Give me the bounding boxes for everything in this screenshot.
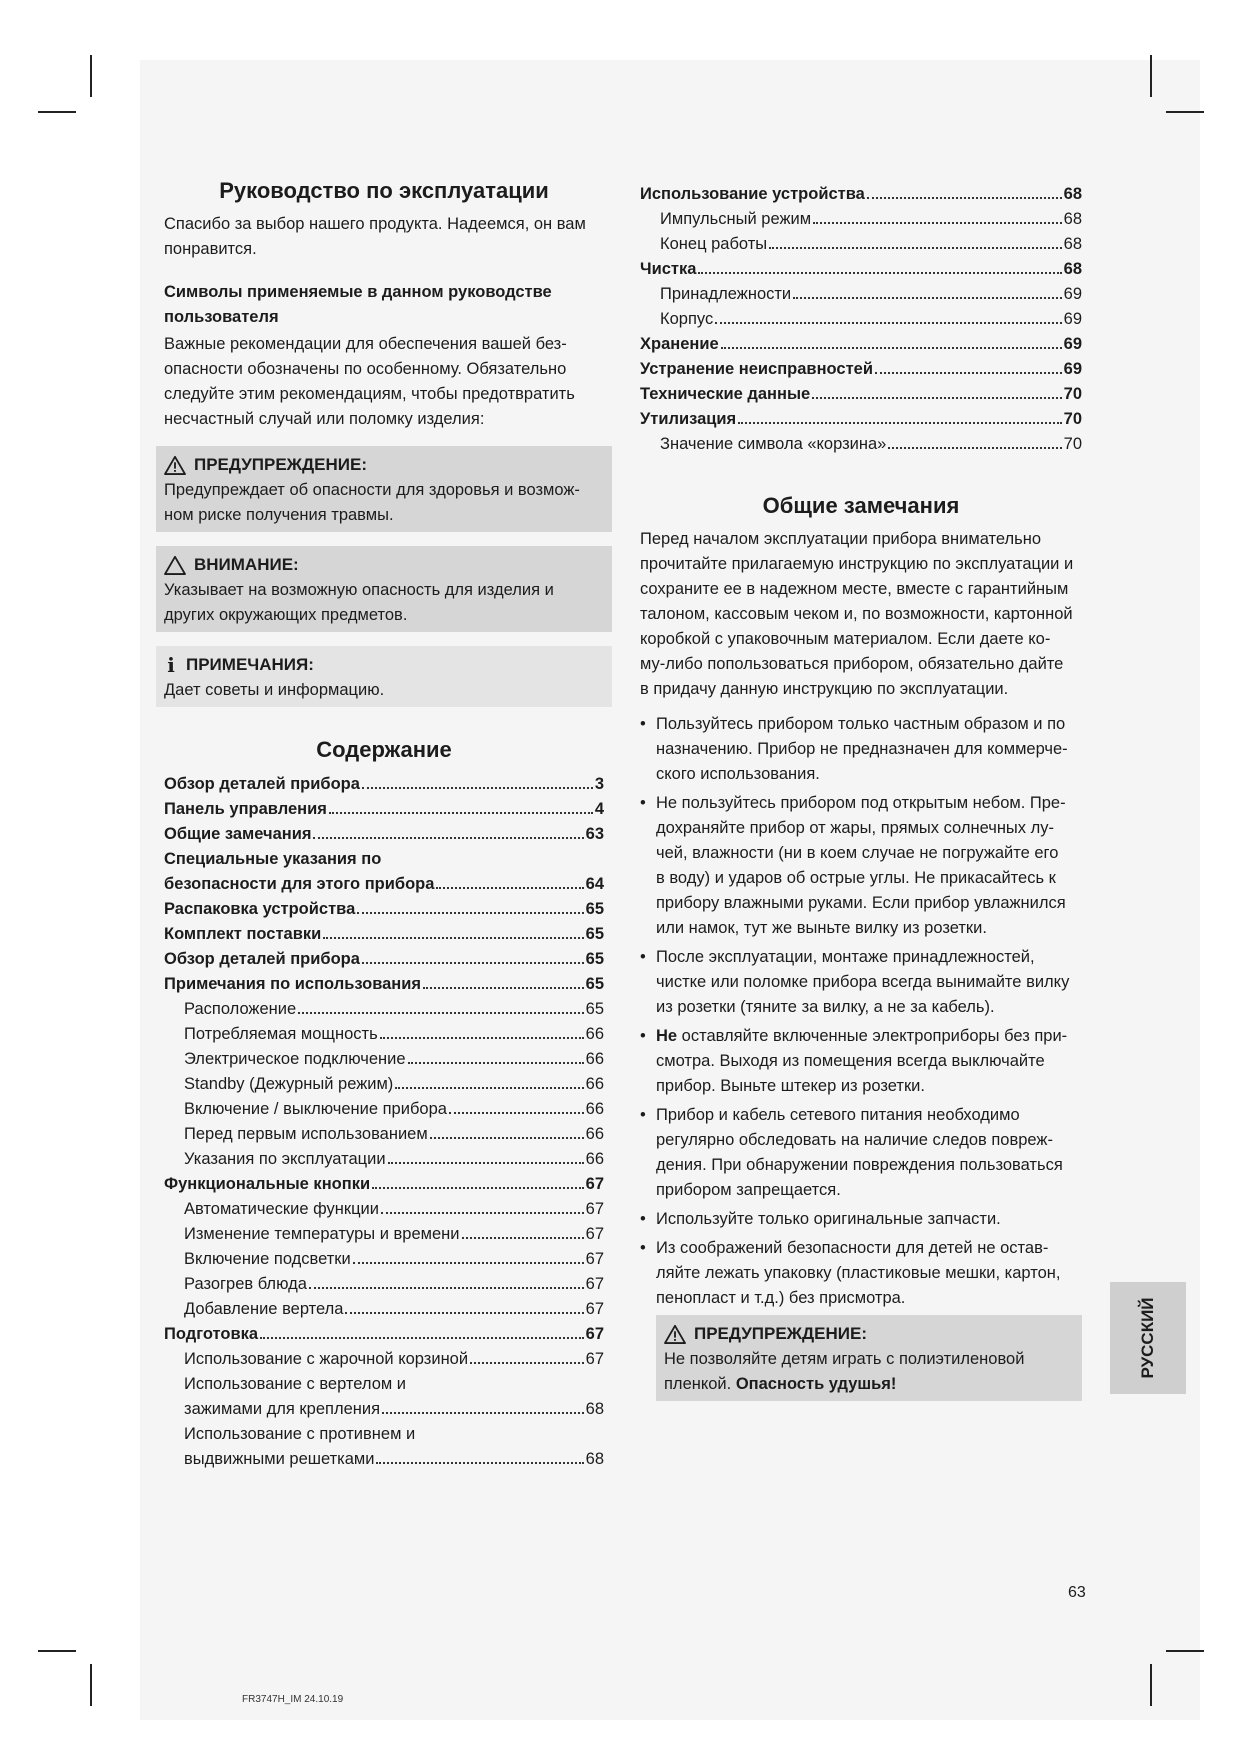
footer-print-code: FR3747H_IM 24.10.19 (242, 1694, 344, 1705)
list-item: • Прибор и кабель сетевого питания необходимо регулярно обследовать на наличие следов повреж- дения. При обнаружении повреждения пользоваться прибором запрещается. (640, 1103, 1082, 1203)
list-item: • Пользуйтесь прибором только частным образом и по назначению. Прибор не предназначен для коммерче- ского использования. (640, 712, 1082, 787)
notes-box-text: Дает советы и информацию. (164, 681, 385, 700)
toc-entry[interactable]: Панель управления 4 (164, 799, 604, 818)
toc-entry[interactable]: Использование устройства 68 (640, 185, 1082, 203)
toc-entry[interactable]: Перед первым использованием 66 (184, 1124, 604, 1143)
toc-entry[interactable]: Значение символа «корзина» 70 (660, 435, 1082, 453)
crop-mark (1166, 111, 1204, 113)
page-number: 63 (1068, 1584, 1086, 1601)
toc-entry[interactable]: Электрическое подключение 66 (184, 1049, 604, 1068)
toc-entry[interactable]: Хранение 69 (640, 335, 1082, 353)
warning-box-title: ПРЕДУПРЕЖДЕНИЕ: (194, 455, 367, 475)
info-icon: i (167, 653, 175, 678)
crop-mark (1150, 55, 1152, 97)
toc-entry[interactable]: Импульсный режим 68 (660, 210, 1082, 228)
crop-mark (90, 1664, 92, 1706)
right-column (640, 178, 1082, 1401)
toc-entry[interactable]: зажимами для крепления 68 (184, 1399, 604, 1418)
table-of-contents (164, 772, 604, 1472)
warning-box (156, 446, 612, 532)
caution-box (156, 546, 612, 632)
toc-entry[interactable]: Standby (Дежурный режим) 66 (184, 1074, 604, 1093)
child-warning-text: Не позволяйте детям играть с полиэтиленовой пленкой. Опасность удушья! (664, 1350, 1025, 1394)
contents-title: Содержание (316, 737, 452, 763)
safety-bullets (640, 712, 1082, 1311)
language-tab-label: РУССКИЙ (1138, 1297, 1157, 1379)
symbols-heading: Символы применяемые в данном руководстве пользователя (164, 283, 552, 327)
toc-entry[interactable]: Корпус 69 (660, 310, 1082, 328)
list-item: • Не оставляйте включенные электроприборы без при- смотра. Выходя из помещения всегда выключайте прибор. Выньте штекер из розетки. (640, 1024, 1082, 1099)
toc-entry[interactable]: Включение подсветки 67 (184, 1249, 604, 1268)
toc-entry[interactable]: Автоматические функции 67 (184, 1199, 604, 1218)
toc-entry[interactable]: Утилизация 70 (640, 410, 1082, 428)
toc-entry[interactable]: Разогрев блюда 67 (184, 1274, 604, 1293)
list-item: • После эксплуатации, монтаже принадлежностей, чистке или поломке прибора всегда вынимайте вилку из розетки (тяните за вилку, а не за кабель). (640, 945, 1082, 1020)
warning-box-text: Предупреждает об опасности для здоровья и возмож- ном риске получения травмы. (164, 481, 580, 525)
general-notes-title: Общие замечания (762, 493, 960, 518)
toc-entry[interactable]: Расположение 65 (184, 999, 604, 1018)
crop-mark (90, 55, 92, 97)
list-item: • Используйте только оригинальные запчасти. (640, 1207, 1082, 1232)
toc-entry[interactable]: Конец работы 68 (660, 235, 1082, 253)
warning-triangle-icon (164, 455, 186, 475)
toc-entry[interactable]: Функциональные кнопки 67 (164, 1174, 604, 1193)
toc-entry[interactable]: безопасности для этого прибора 64 (164, 874, 604, 893)
toc-entry[interactable]: Изменение температуры и времени 67 (184, 1224, 604, 1243)
left-column (164, 178, 604, 1472)
toc-entry[interactable]: Обзор деталей прибора 3 (164, 774, 604, 793)
toc-entry[interactable]: Устранение неисправностей 69 (640, 360, 1082, 378)
toc-entry[interactable]: Добавление вертела 67 (184, 1299, 604, 1318)
warning-triangle-icon (664, 1324, 686, 1344)
toc-entry[interactable]: Включение / выключение прибора 66 (184, 1099, 604, 1118)
toc-entry[interactable]: Принадлежности 69 (660, 285, 1082, 303)
toc-entry[interactable]: Специальные указания по (164, 849, 382, 868)
toc-entry[interactable]: Чистка 68 (640, 260, 1082, 278)
caution-box-title: ВНИМАНИЕ: (194, 555, 299, 575)
toc-entry[interactable]: Комплект поставки 65 (164, 924, 604, 943)
toc-entry[interactable]: Подготовка 67 (164, 1324, 604, 1343)
manual-title: Руководство по эксплуатации (219, 178, 549, 203)
toc-entry[interactable]: Использование с жарочной корзиной 67 (184, 1349, 604, 1368)
notes-box (156, 646, 612, 707)
child-warning-box (656, 1315, 1082, 1401)
toc-entry[interactable]: Технические данные 70 (640, 385, 1082, 403)
caution-box-text: Указывает на возможную опасность для изделия и других окружающих предметов. (164, 581, 554, 625)
toc-entry[interactable]: Примечания по использования 65 (164, 974, 604, 993)
symbols-text: Важные рекомендации для обеспечения вашей без- опасности обозначены по особенному. Обязательно следуйте этим рекомендациям, чтобы предотвратить несчастный случай или поломку изделия: (164, 335, 575, 429)
crop-mark (38, 111, 76, 113)
toc-entry[interactable]: Обзор деталей прибора 65 (164, 949, 604, 968)
intro-text: Спасибо за выбор нашего продукта. Надеемся, он вам понравится. (164, 215, 586, 259)
table-of-contents-continued (640, 182, 1082, 457)
toc-entry[interactable]: Потребляемая мощность 66 (184, 1024, 604, 1043)
list-item: • Не пользуйтесь прибором под открытым небом. Пре- дохраняйте прибор от жары, прямых солнечных лу- чей, влажности (ни в коем случае не погружайте его в воду) и ударов об острые углы. Не прикасайтесь к прибору влажными руками. Если прибор увлажнился или намок, тут же выньте вилку из розетки. (640, 791, 1082, 941)
toc-entry[interactable]: Указания по эксплуатации 66 (184, 1149, 604, 1168)
crop-mark (1166, 1650, 1204, 1652)
toc-entry[interactable]: выдвижными решетками 68 (184, 1449, 604, 1468)
child-warning-title: ПРЕДУПРЕЖДЕНИЕ: (694, 1324, 867, 1344)
caution-triangle-icon (164, 555, 186, 575)
notes-box-title: ПРИМЕЧАНИЯ: (186, 655, 314, 675)
toc-entry[interactable]: Общие замечания 63 (164, 824, 604, 843)
toc-entry[interactable]: Использование с противнем и (184, 1424, 416, 1443)
language-tab (1110, 1282, 1186, 1394)
crop-mark (1150, 1664, 1152, 1706)
toc-entry[interactable]: Распаковка устройства 65 (164, 899, 604, 918)
crop-mark (38, 1650, 76, 1652)
list-item: • Из соображений безопасности для детей не остав- ляйте лежать упаковку (пластиковые мешки, картон, пенопласт и т.д.) без присмотра. (640, 1236, 1082, 1311)
toc-entry[interactable]: Использование с вертелом и (184, 1374, 407, 1393)
general-notes-text: Перед началом эксплуатации прибора внимательно прочитайте прилагаемую инструкцию по эксплуатации и сохраните ее в надежном месте, вместе с гарантийным талоном, кассовым чеком и, по возможности, картонной коробкой с упаковочным материалом. Если даете ко- му-либо попользоваться прибором, обязательно дайте в придачу данную инструкцию по эксплуатации. (640, 530, 1074, 699)
